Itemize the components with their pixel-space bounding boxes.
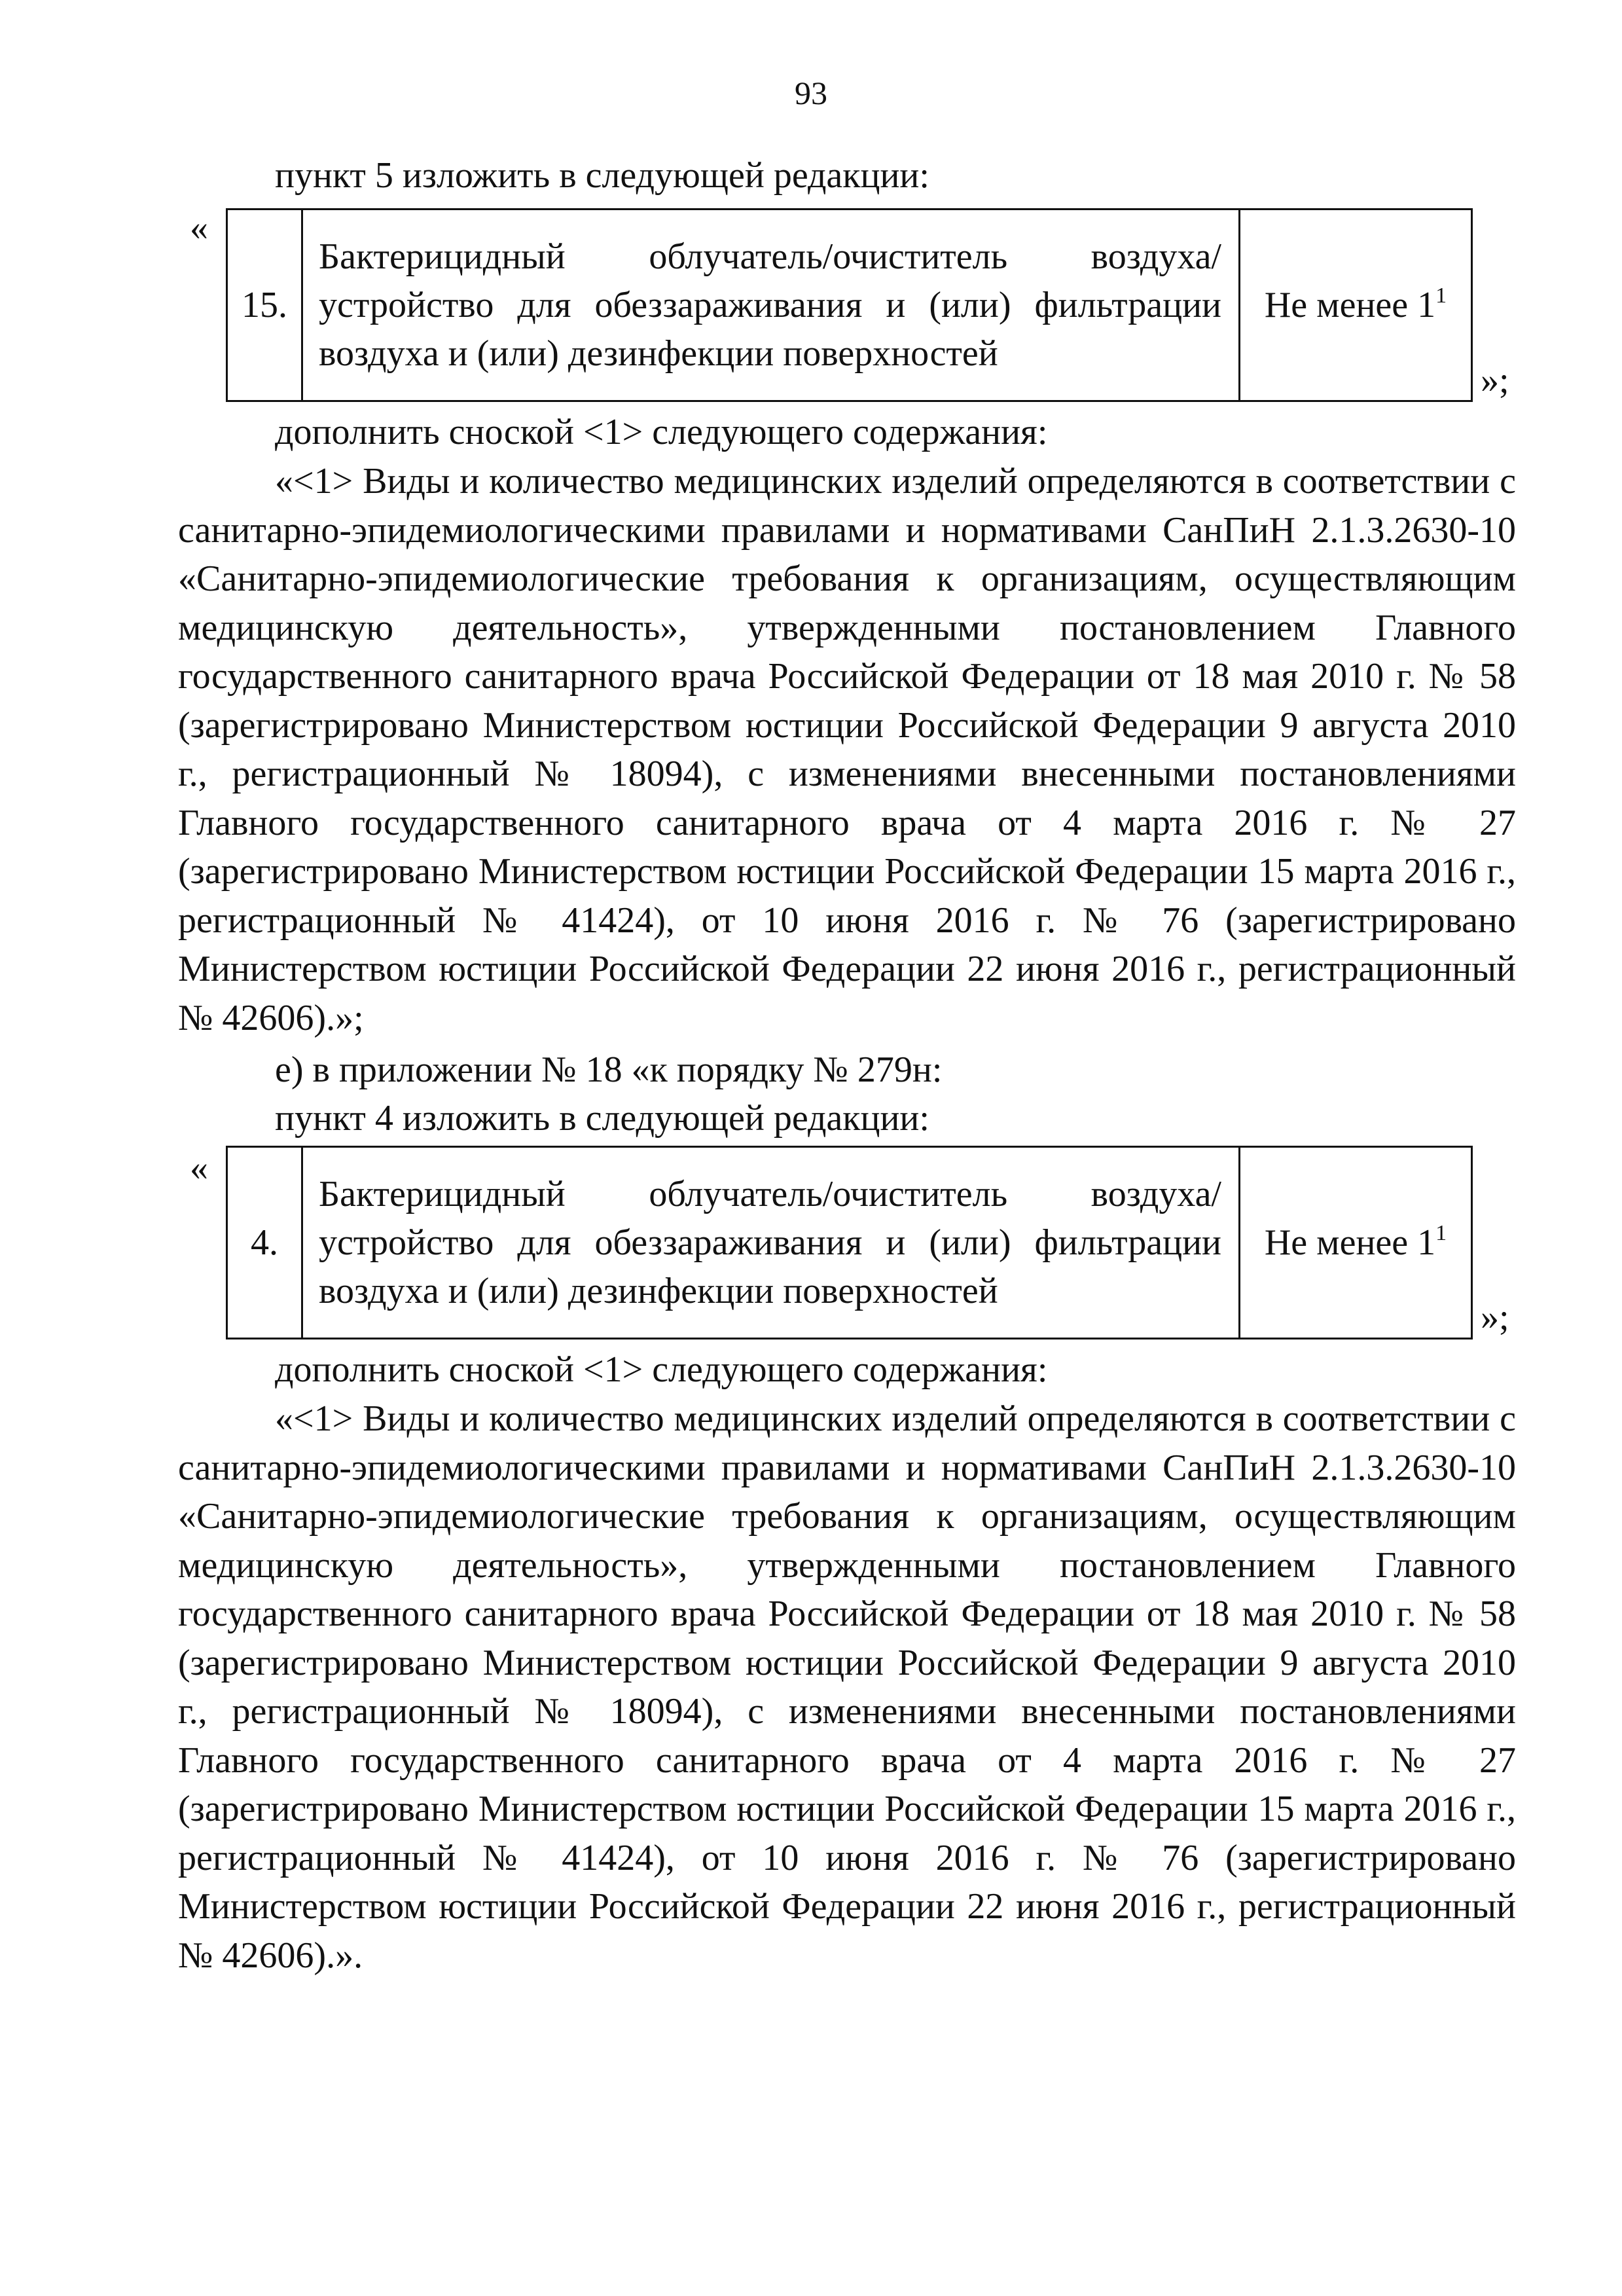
section1-footnote-text: «<1> Виды и количество медицинских изделий определяются в соответствии с санитарно-эпидемиологическими правилами и нормативами СанПиН 2.1.3.2630-10 «Санитарно-эпидемиологические требования к организациям, осуществляющим медицинскую деятельность», утвержденными постановлением Главного государственного санитарного врача Российской Федерации от 18 мая 2010 г. № 58 (зарегистрировано Министерством юстиции Российской Федерации 9 августа 2010 г., регистрационный № 18094), с изменениями внесенными постановлениями Главного государственного санитарного врача от 4 марта 2016 г. № 27 (зарегистрировано Министерством юстиции Российской Федерации 15 марта 2016 г., регистрационный № 41424), от 10 июня 2016 г. № 76 (зарегистрировано Министерством юстиции Российской Федерации 22 июня 2016 г., регистрационный № 42606).»; (178, 461, 1516, 1038)
item-quantity: Не менее 1 (1264, 285, 1436, 325)
section2-footnote-intro: дополнить сноской <1> следующего содержания: (275, 1349, 1048, 1390)
section1-close-quote: »; (1481, 360, 1509, 401)
table-row (227, 210, 1472, 401)
section2-close-quote: »; (1481, 1297, 1509, 1338)
section2-intro: пункт 4 изложить в следующей редакции: (275, 1098, 929, 1139)
footnote-mark: 1 (1435, 1221, 1447, 1245)
item-description: Бактерицидный облучатель/очиститель воздуха/устройство для обеззараживания и (или) фильтрации воздуха и (или) дезинфекции поверхностей (302, 1147, 1240, 1339)
item-description: Бактерицидный облучатель/очиститель воздуха/устройство для обеззараживания и (или) фильтрации воздуха и (или) дезинфекции поверхностей (302, 210, 1240, 401)
section2-heading: е) в приложении № 18 «к порядку № 279н: (275, 1049, 943, 1090)
page-number: 93 (795, 75, 827, 111)
section1-footnote-intro: дополнить сноской <1> следующего содержания: (275, 412, 1048, 452)
section1-open-quote: « (190, 208, 208, 248)
section2-footnote-text: «<1> Виды и количество медицинских изделий определяются в соответствии с санитарно-эпидемиологическими правилами и нормативами СанПиН 2.1.3.2630-10 «Санитарно-эпидемиологические требования к организациям, осуществляющим медицинскую деятельность», утвержденными постановлением Главного государственного санитарного врача Российской Федерации от 18 мая 2010 г. № 58 (зарегистрировано Министерством юстиции Российской Федерации 9 августа 2010 г., регистрационный № 18094), с изменениями внесенными постановлениями Главного государственного санитарного врача от 4 марта 2016 г. № 27 (зарегистрировано Министерством юстиции Российской Федерации 15 марта 2016 г., регистрационный № 41424), от 10 июня 2016 г. № 76 (зарегистрировано Министерством юстиции Российской Федерации 22 июня 2016 г., регистрационный № 42606).». (178, 1398, 1516, 1976)
item-number: 4. (227, 1147, 302, 1339)
section2-open-quote: « (190, 1148, 208, 1188)
section1-intro: пункт 5 изложить в следующей редакции: (275, 155, 929, 196)
section2-item-table (226, 1146, 1473, 1339)
item-quantity: Не менее 1 (1264, 1222, 1436, 1263)
table-row (227, 1147, 1472, 1339)
footnote-mark: 1 (1435, 283, 1447, 308)
item-quantity-cell (1240, 210, 1472, 401)
section1-item-table (226, 208, 1473, 402)
item-quantity-cell (1240, 1147, 1472, 1339)
item-number: 15. (227, 210, 302, 401)
